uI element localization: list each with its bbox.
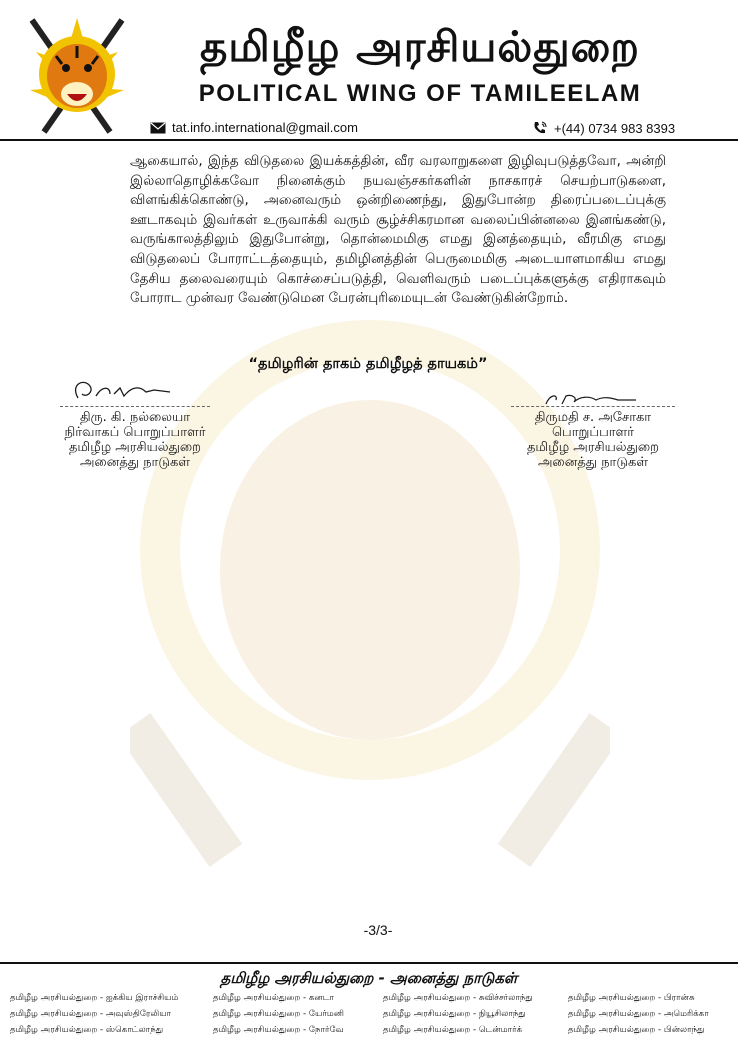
branch-item: தமிழீழ அரசியல்துறை - ஸ்கொட்லாந்து — [10, 1025, 164, 1035]
phone-number: +(44) 0734 983 8393 — [554, 120, 676, 136]
contact-phone — [532, 120, 675, 136]
signatory-org: தமிழீழ அரசியல்துறை — [68, 440, 202, 455]
branch-list — [10, 992, 738, 1037]
branch-item: தமிழீழ அரசியல்துறை - நோர்வே — [213, 1025, 344, 1035]
letterhead — [0, 0, 738, 140]
tiger-emblem-watermark — [130, 250, 610, 890]
letter-paragraph: ஆகையால், இந்த விடுதலை இயக்கத்தின், வீர வரலாறுகளை இழிவுபடுத்தவோ, அன்றி இல்லாதொழிக்கவோ நினைக்கும் நயவஞ்சகர்களின் நாசகாரச் செயற்பாடுகளை, விளங்கிக்கொண்டு, அனைவரும் ஒன்றிணைந்து, இதுபோன்ற திரைப்படைப்புக்கு ஊடாகவும் இவர்கள் உருவாக்கி வரும் சூழ்ச்சிகரமான வலைப்பின்னலை இனங்கண்டு, வருங்காலத்திலும் இதுபோன்று, தொன்மைமிகு எமது இனத்தையும், வீரமிகு எமது விடுதலைப் போராட்டத்தையும், தமிழினத்தின் பெருமைமிகு அடையாளமாகிய எமது தேசிய தலைவரையும் கொச்சைப்படுத்தி, வெளிவரும் படைப்புக்களுக்கு எதிராகவும் போராட முன்வர வேண்டுமென பேரன்புரிமையுடன் வேண்டுகின்றோம். — [130, 153, 666, 307]
branch-item: தமிழீழ அரசியல்துறை - யேர்மனி — [213, 1009, 345, 1019]
signatory-name: திரு. கி. நல்லையா — [79, 410, 191, 425]
branch-item: தமிழீழ அரசியல்துறை - பின்லாந்து — [568, 1025, 705, 1035]
branch-item: தமிழீழ அரசியல்துறை - அமெரிக்கா — [568, 1009, 709, 1019]
slogan: “தமிழரின் தாகம் தமிழீழத் தாயகம்” — [248, 356, 488, 372]
branch-item: தமிழீழ அரசியல்துறை - நியூசிலாந்து — [383, 1009, 526, 1019]
branch-item: தமிழீழ அரசியல்துறை - சுவிச்சர்லாந்து — [383, 993, 533, 1003]
footer-divider — [0, 962, 738, 964]
signatory-left — [50, 376, 220, 470]
branch-item: தமிழீழ அரசியல்துறை - பிரான்சு — [568, 993, 695, 1003]
signatory-name: திருமதி ச. அசோகா — [534, 410, 652, 425]
contact-email — [150, 120, 358, 135]
signatory-scope: அனைத்து நாடுகள் — [79, 455, 190, 470]
handwritten-signature — [500, 392, 686, 406]
organization-title-english: POLITICAL WING OF TAMILEELAM — [198, 80, 642, 107]
signatory-role: பொறுப்பாளர் — [551, 425, 635, 440]
branch-item: தமிழீழ அரசியல்துறை - டென்மார்க் — [383, 1025, 523, 1035]
branch-item: தமிழீழ அரசியல்துறை - ஐக்கிய இராச்சியம் — [10, 993, 179, 1003]
phone-icon — [532, 120, 548, 136]
footer-title: தமிழீழ அரசியல்துறை - அனைத்து நாடுகள் — [220, 969, 518, 987]
organization-title-tamil: தமிழீழ அரசியல்துறை — [200, 22, 640, 71]
signatory-scope: அனைத்து நாடுகள் — [537, 455, 648, 470]
header-divider — [0, 139, 738, 141]
page-number: -3/3- — [363, 922, 393, 938]
envelope-icon — [150, 122, 166, 134]
handwritten-signature — [50, 376, 220, 406]
tiger-emblem-logo — [22, 12, 132, 138]
branch-item: தமிழீழ அரசியல்துறை - கனடா — [213, 993, 335, 1003]
branch-item: தமிழீழ அரசியல்துறை - அவுஸ்திரேலியா — [10, 1009, 172, 1019]
signatory-right — [500, 392, 686, 470]
signatory-role: நிர்வாகப் பொறுப்பாளர் — [64, 425, 206, 440]
signatory-org: தமிழீழ அரசியல்துறை — [526, 440, 660, 455]
signature-line — [511, 406, 675, 407]
email-address: tat.info.international@gmail.com — [172, 120, 358, 135]
signature-line — [60, 406, 210, 407]
